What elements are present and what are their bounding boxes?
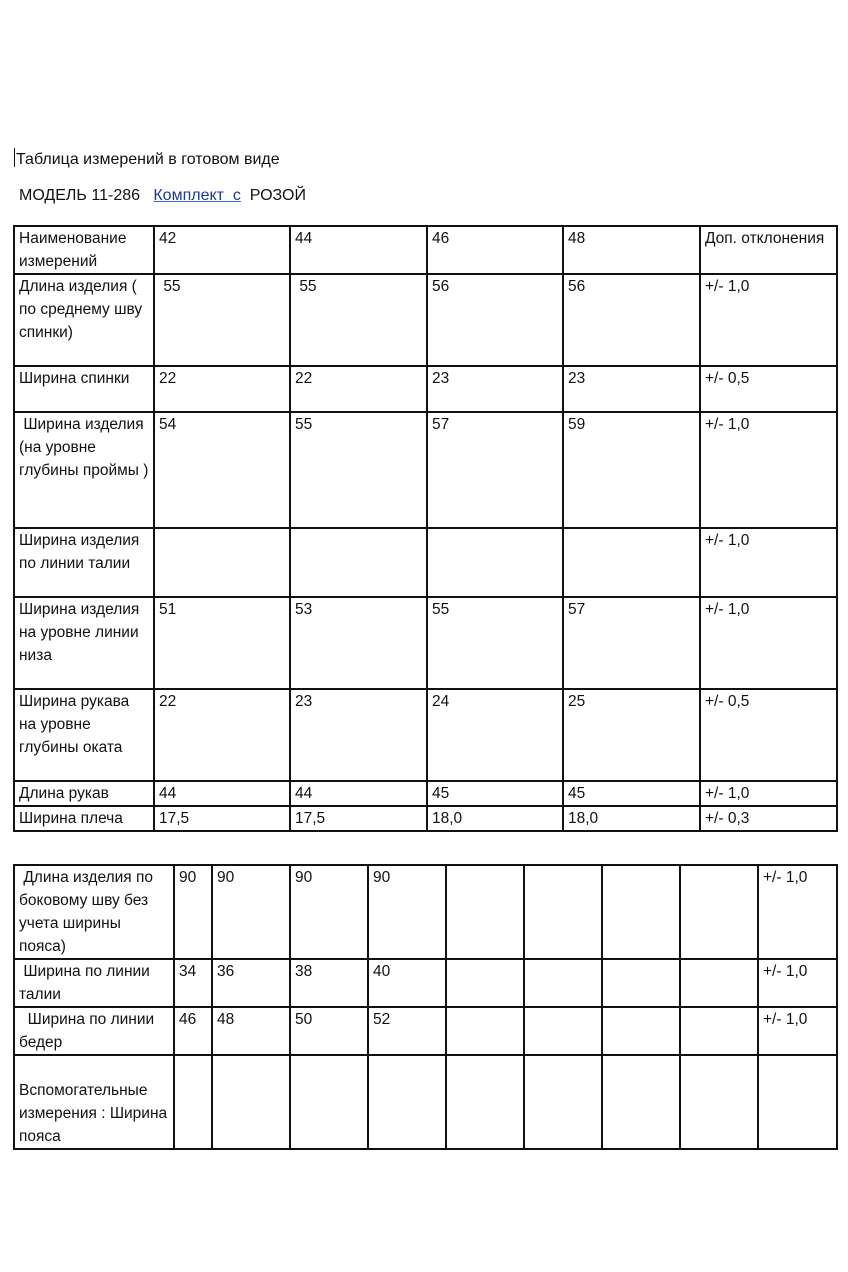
measurement-name-cell: Ширина плеча <box>14 806 154 831</box>
measurement-name-cell: Длина изделия ( по среднему шву спинки) <box>14 274 154 366</box>
value-cell: 18,0 <box>563 806 700 831</box>
value-cell: 44 <box>154 781 290 806</box>
value-cell <box>563 528 700 597</box>
measurements-table <box>13 225 838 832</box>
measurement-name-cell: Ширина рукава на уровне глубины оката <box>14 689 154 781</box>
value-cell: +/- 1,0 <box>700 781 837 806</box>
value-cell: 55 <box>290 412 427 528</box>
value-cell <box>602 1007 680 1055</box>
table-row <box>14 366 837 412</box>
value-cell <box>446 865 524 959</box>
value-cell <box>602 959 680 1007</box>
value-cell <box>680 959 758 1007</box>
value-cell <box>446 1007 524 1055</box>
value-cell: +/- 0,5 <box>700 366 837 412</box>
value-cell <box>427 528 563 597</box>
value-cell: +/- 1,0 <box>700 528 837 597</box>
value-cell <box>290 528 427 597</box>
measurement-name-cell: Ширина изделия (на уровне глубины проймы ) <box>14 412 154 528</box>
measurement-name-cell: Длина изделия по боковому шву без учета ширины пояса) <box>14 865 174 959</box>
value-cell: 22 <box>290 366 427 412</box>
table-row <box>14 274 837 366</box>
value-cell: 90 <box>290 865 368 959</box>
value-cell: 53 <box>290 597 427 689</box>
table-row <box>14 806 837 831</box>
value-cell: 50 <box>290 1007 368 1055</box>
table-row <box>14 781 837 806</box>
value-cell: 24 <box>427 689 563 781</box>
model-label: МОДЕЛЬ 11-286 <box>19 187 141 204</box>
measurement-name-cell: Длина рукав <box>14 781 154 806</box>
table-row <box>14 226 837 274</box>
skirt-measurements-table <box>13 864 838 1150</box>
value-cell <box>524 1007 602 1055</box>
value-cell: 40 <box>368 959 446 1007</box>
value-cell: 59 <box>563 412 700 528</box>
set-label: Комплект с <box>153 187 241 204</box>
value-cell: 57 <box>427 412 563 528</box>
measurement-name-cell: Вспомогательные измерения : Ширина пояса <box>14 1055 174 1149</box>
model-name: РОЗОЙ <box>249 187 306 204</box>
value-cell: 56 <box>563 274 700 366</box>
value-cell: 54 <box>154 412 290 528</box>
value-cell: 55 <box>427 597 563 689</box>
value-cell: 51 <box>154 597 290 689</box>
value-cell <box>758 1055 837 1149</box>
value-cell <box>524 959 602 1007</box>
value-cell <box>290 1055 368 1149</box>
value-cell <box>524 1055 602 1149</box>
value-cell: 55 <box>290 274 427 366</box>
measurement-name-cell: Ширина изделия по линии талии <box>14 528 154 597</box>
value-cell <box>446 959 524 1007</box>
value-cell: +/- 1,0 <box>700 274 837 366</box>
table-row <box>14 597 837 689</box>
measurements-table-body <box>14 226 837 831</box>
table-row <box>14 865 837 959</box>
value-cell: 90 <box>174 865 212 959</box>
measurement-name-cell: Ширина изделия на уровне линии низа <box>14 597 154 689</box>
value-cell: 18,0 <box>427 806 563 831</box>
measurement-name-cell: Ширина спинки <box>14 366 154 412</box>
value-cell: +/- 1,0 <box>700 412 837 528</box>
value-cell: +/- 1,0 <box>758 865 837 959</box>
model-line <box>19 187 306 205</box>
value-cell: 48 <box>212 1007 290 1055</box>
value-cell: 45 <box>427 781 563 806</box>
value-cell: 56 <box>427 274 563 366</box>
table-row <box>14 959 837 1007</box>
text-cursor <box>14 148 15 167</box>
value-cell <box>368 1055 446 1149</box>
value-cell: +/- 0,5 <box>700 689 837 781</box>
value-cell <box>680 865 758 959</box>
value-cell <box>680 1007 758 1055</box>
value-cell: 23 <box>563 366 700 412</box>
value-cell <box>524 865 602 959</box>
value-cell <box>154 528 290 597</box>
value-cell: 90 <box>212 865 290 959</box>
value-cell: +/- 0,3 <box>700 806 837 831</box>
value-cell: 36 <box>212 959 290 1007</box>
measurement-name-cell: Ширина по линии талии <box>14 959 174 1007</box>
value-cell: 46 <box>174 1007 212 1055</box>
table-row <box>14 412 837 528</box>
value-cell: 44 <box>290 226 427 274</box>
value-cell: 38 <box>290 959 368 1007</box>
value-cell: 22 <box>154 689 290 781</box>
value-cell: 57 <box>563 597 700 689</box>
value-cell: 44 <box>290 781 427 806</box>
skirt-table-body <box>14 865 837 1149</box>
value-cell <box>680 1055 758 1149</box>
value-cell <box>602 865 680 959</box>
value-cell: +/- 1,0 <box>700 597 837 689</box>
value-cell <box>174 1055 212 1149</box>
table-row <box>14 1007 837 1055</box>
table-row <box>14 528 837 597</box>
value-cell <box>212 1055 290 1149</box>
value-cell: +/- 1,0 <box>758 1007 837 1055</box>
value-cell: 42 <box>154 226 290 274</box>
value-cell: Доп. отклонения <box>700 226 837 274</box>
value-cell: 17,5 <box>154 806 290 831</box>
value-cell: 34 <box>174 959 212 1007</box>
measurement-name-cell: Наименование измерений <box>14 226 154 274</box>
value-cell: 55 <box>154 274 290 366</box>
measurement-name-cell: Ширина по линии бедер <box>14 1007 174 1055</box>
value-cell: 23 <box>290 689 427 781</box>
value-cell: 48 <box>563 226 700 274</box>
value-cell: 90 <box>368 865 446 959</box>
value-cell: 22 <box>154 366 290 412</box>
value-cell: 25 <box>563 689 700 781</box>
value-cell: 23 <box>427 366 563 412</box>
value-cell: 45 <box>563 781 700 806</box>
value-cell <box>446 1055 524 1149</box>
value-cell: +/- 1,0 <box>758 959 837 1007</box>
value-cell: 17,5 <box>290 806 427 831</box>
value-cell: 46 <box>427 226 563 274</box>
document-title <box>14 148 280 169</box>
title-text: Таблица измерений в готовом виде <box>16 151 280 168</box>
value-cell <box>602 1055 680 1149</box>
table-row <box>14 1055 837 1149</box>
table-row <box>14 689 837 781</box>
value-cell: 52 <box>368 1007 446 1055</box>
